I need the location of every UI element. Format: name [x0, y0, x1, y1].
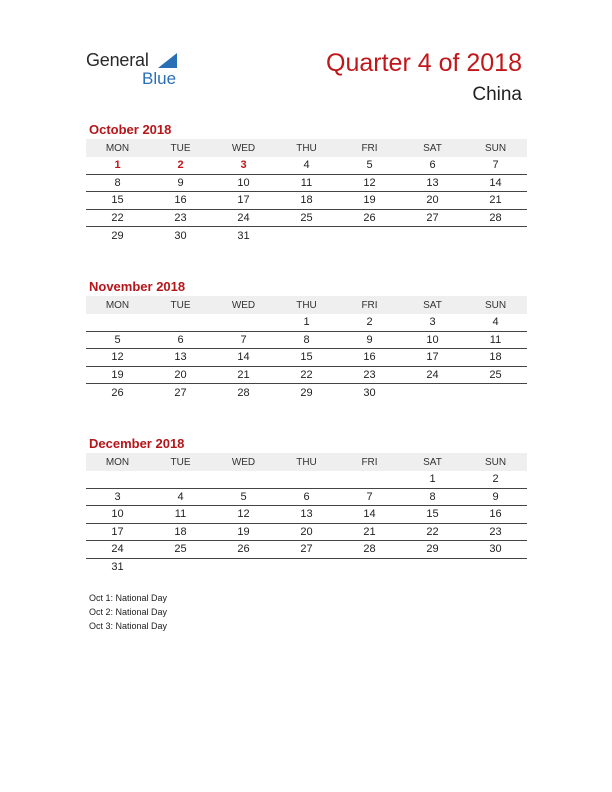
day-cell: 28: [363, 543, 376, 556]
day-cell: 13: [300, 508, 313, 521]
day-cell: 10: [237, 176, 250, 189]
day-cell: 17: [237, 194, 250, 207]
weekday-label: SUN: [484, 142, 507, 154]
day-cell: 15: [426, 508, 439, 521]
month-title: October 2018: [89, 122, 172, 137]
day-cell: 21: [489, 194, 502, 207]
day-cell: 3: [429, 316, 436, 329]
day-cell: 28: [237, 386, 250, 399]
weekday-label: MON: [105, 142, 130, 154]
weekday-header-row: [86, 296, 527, 314]
country-name: China: [472, 84, 522, 105]
day-cell: 22: [111, 211, 124, 224]
day-cell: 3: [114, 490, 121, 503]
weekday-label: SUN: [484, 456, 507, 468]
weekday-label: TUE: [170, 456, 191, 468]
month-title: November 2018: [89, 279, 186, 294]
day-cell: 7: [240, 333, 247, 346]
day-cell: 18: [174, 525, 187, 538]
day-cell: 29: [111, 229, 124, 242]
day-cell: 17: [426, 351, 439, 364]
week-row: [86, 157, 527, 175]
day-cell: 12: [363, 176, 376, 189]
day-cell: 4: [492, 316, 499, 329]
day-cell: 30: [363, 386, 376, 399]
day-cell: 23: [489, 525, 502, 538]
day-cell: 7: [366, 490, 373, 503]
day-cell: 5: [114, 333, 121, 346]
day-cell: 2: [366, 316, 373, 329]
week-row: [86, 314, 527, 332]
day-cell: 11: [489, 333, 502, 346]
day-cell: 9: [366, 333, 373, 346]
week-row: [86, 349, 527, 367]
day-cell: 26: [111, 386, 124, 399]
weekday-label: THU: [296, 142, 317, 154]
day-cell: 1: [429, 473, 436, 486]
day-cell: 2: [177, 159, 184, 172]
day-cell: 9: [492, 490, 499, 503]
week-row: [86, 489, 527, 507]
day-cell: 12: [111, 351, 124, 364]
day-cell: 31: [237, 229, 250, 242]
day-cell: 5: [240, 490, 247, 503]
day-cell: 25: [300, 211, 313, 224]
day-cell: 1: [114, 159, 121, 172]
week-row: [86, 210, 527, 228]
day-cell: 4: [177, 490, 184, 503]
week-row: [86, 332, 527, 350]
day-cell: 19: [111, 368, 124, 381]
week-row: [86, 524, 527, 542]
holiday-note: Oct 2: National Day: [89, 607, 168, 617]
day-cell: 20: [300, 525, 313, 538]
weekday-label: TUE: [170, 299, 191, 311]
day-cell: 3: [240, 159, 247, 172]
day-cell: 27: [426, 211, 439, 224]
week-row: [86, 227, 527, 245]
day-cell: 6: [177, 333, 184, 346]
day-cell: 16: [174, 194, 187, 207]
week-row: [86, 559, 527, 577]
day-cell: 21: [363, 525, 376, 538]
day-cell: 15: [111, 194, 124, 207]
weekday-header-row: [86, 139, 527, 157]
day-cell: 22: [300, 368, 313, 381]
month-october: [86, 121, 527, 245]
day-cell: 12: [237, 508, 250, 521]
day-cell: 5: [366, 159, 373, 172]
week-row: [86, 506, 527, 524]
day-cell: 14: [237, 351, 250, 364]
day-cell: 30: [174, 229, 187, 242]
day-cell: 13: [174, 351, 187, 364]
day-cell: 18: [489, 351, 502, 364]
day-cell: 11: [174, 508, 187, 521]
day-cell: 16: [489, 508, 502, 521]
day-cell: 22: [426, 525, 439, 538]
weekday-header-row: [86, 453, 527, 471]
day-cell: 20: [174, 368, 187, 381]
day-cell: 19: [363, 194, 376, 207]
day-cell: 2: [492, 473, 499, 486]
day-cell: 29: [300, 386, 313, 399]
day-cell: 21: [237, 368, 250, 381]
month-title: December 2018: [89, 436, 185, 451]
day-cell: 24: [426, 368, 439, 381]
day-cell: 9: [177, 176, 184, 189]
day-cell: 30: [489, 543, 502, 556]
weekday-label: THU: [296, 456, 317, 468]
holiday-note: Oct 3: National Day: [89, 621, 168, 631]
day-cell: 24: [111, 543, 124, 556]
day-cell: 8: [114, 176, 121, 189]
month-november: [86, 278, 527, 402]
weekday-label: TUE: [170, 142, 191, 154]
day-cell: 6: [429, 159, 436, 172]
day-cell: 10: [111, 508, 124, 521]
day-cell: 11: [300, 176, 313, 189]
quarter-title: Quarter 4 of 2018: [326, 49, 522, 77]
week-row: [86, 175, 527, 193]
day-cell: 14: [489, 176, 502, 189]
day-cell: 23: [174, 211, 187, 224]
weekday-label: WED: [231, 142, 256, 154]
weekday-label: FRI: [361, 299, 378, 311]
day-cell: 26: [363, 211, 376, 224]
day-cell: 20: [426, 194, 439, 207]
weekday-label: WED: [231, 456, 256, 468]
day-cell: 24: [237, 211, 250, 224]
weekday-label: FRI: [361, 142, 378, 154]
day-cell: 27: [300, 543, 313, 556]
week-row: [86, 192, 527, 210]
day-cell: 15: [300, 351, 313, 364]
month-december: [86, 435, 527, 576]
day-cell: 29: [426, 543, 439, 556]
day-cell: 17: [111, 525, 124, 538]
logo-triangle-icon: [158, 53, 177, 68]
logo-blue-text: Blue: [142, 69, 177, 88]
day-cell: 6: [303, 490, 310, 503]
day-cell: 27: [174, 386, 187, 399]
weekday-label: FRI: [361, 456, 378, 468]
day-cell: 31: [111, 561, 124, 574]
day-cell: 25: [174, 543, 187, 556]
week-row: [86, 471, 527, 489]
day-cell: 18: [300, 194, 313, 207]
weekday-label: THU: [296, 299, 317, 311]
day-cell: 8: [429, 490, 436, 503]
weekday-label: SAT: [423, 456, 442, 468]
day-cell: 19: [237, 525, 250, 538]
day-cell: 26: [237, 543, 250, 556]
weekday-label: SAT: [423, 142, 442, 154]
day-cell: 25: [489, 368, 502, 381]
day-cell: 7: [492, 159, 499, 172]
holiday-note: Oct 1: National Day: [89, 593, 168, 603]
day-cell: 1: [303, 316, 310, 329]
day-cell: 4: [303, 159, 310, 172]
weekday-label: MON: [105, 456, 130, 468]
day-cell: 8: [303, 333, 310, 346]
logo: [86, 50, 186, 90]
holiday-notes: [89, 591, 167, 633]
day-cell: 28: [489, 211, 502, 224]
weekday-label: MON: [105, 299, 130, 311]
logo-general-text: General: [86, 50, 149, 70]
weekday-label: WED: [231, 299, 256, 311]
weekday-label: SAT: [423, 299, 442, 311]
day-cell: 14: [363, 508, 376, 521]
week-row: [86, 384, 527, 402]
day-cell: 16: [363, 351, 376, 364]
week-row: [86, 541, 527, 559]
weekday-label: SUN: [484, 299, 507, 311]
day-cell: 13: [426, 176, 439, 189]
week-row: [86, 367, 527, 385]
day-cell: 10: [426, 333, 439, 346]
day-cell: 23: [363, 368, 376, 381]
